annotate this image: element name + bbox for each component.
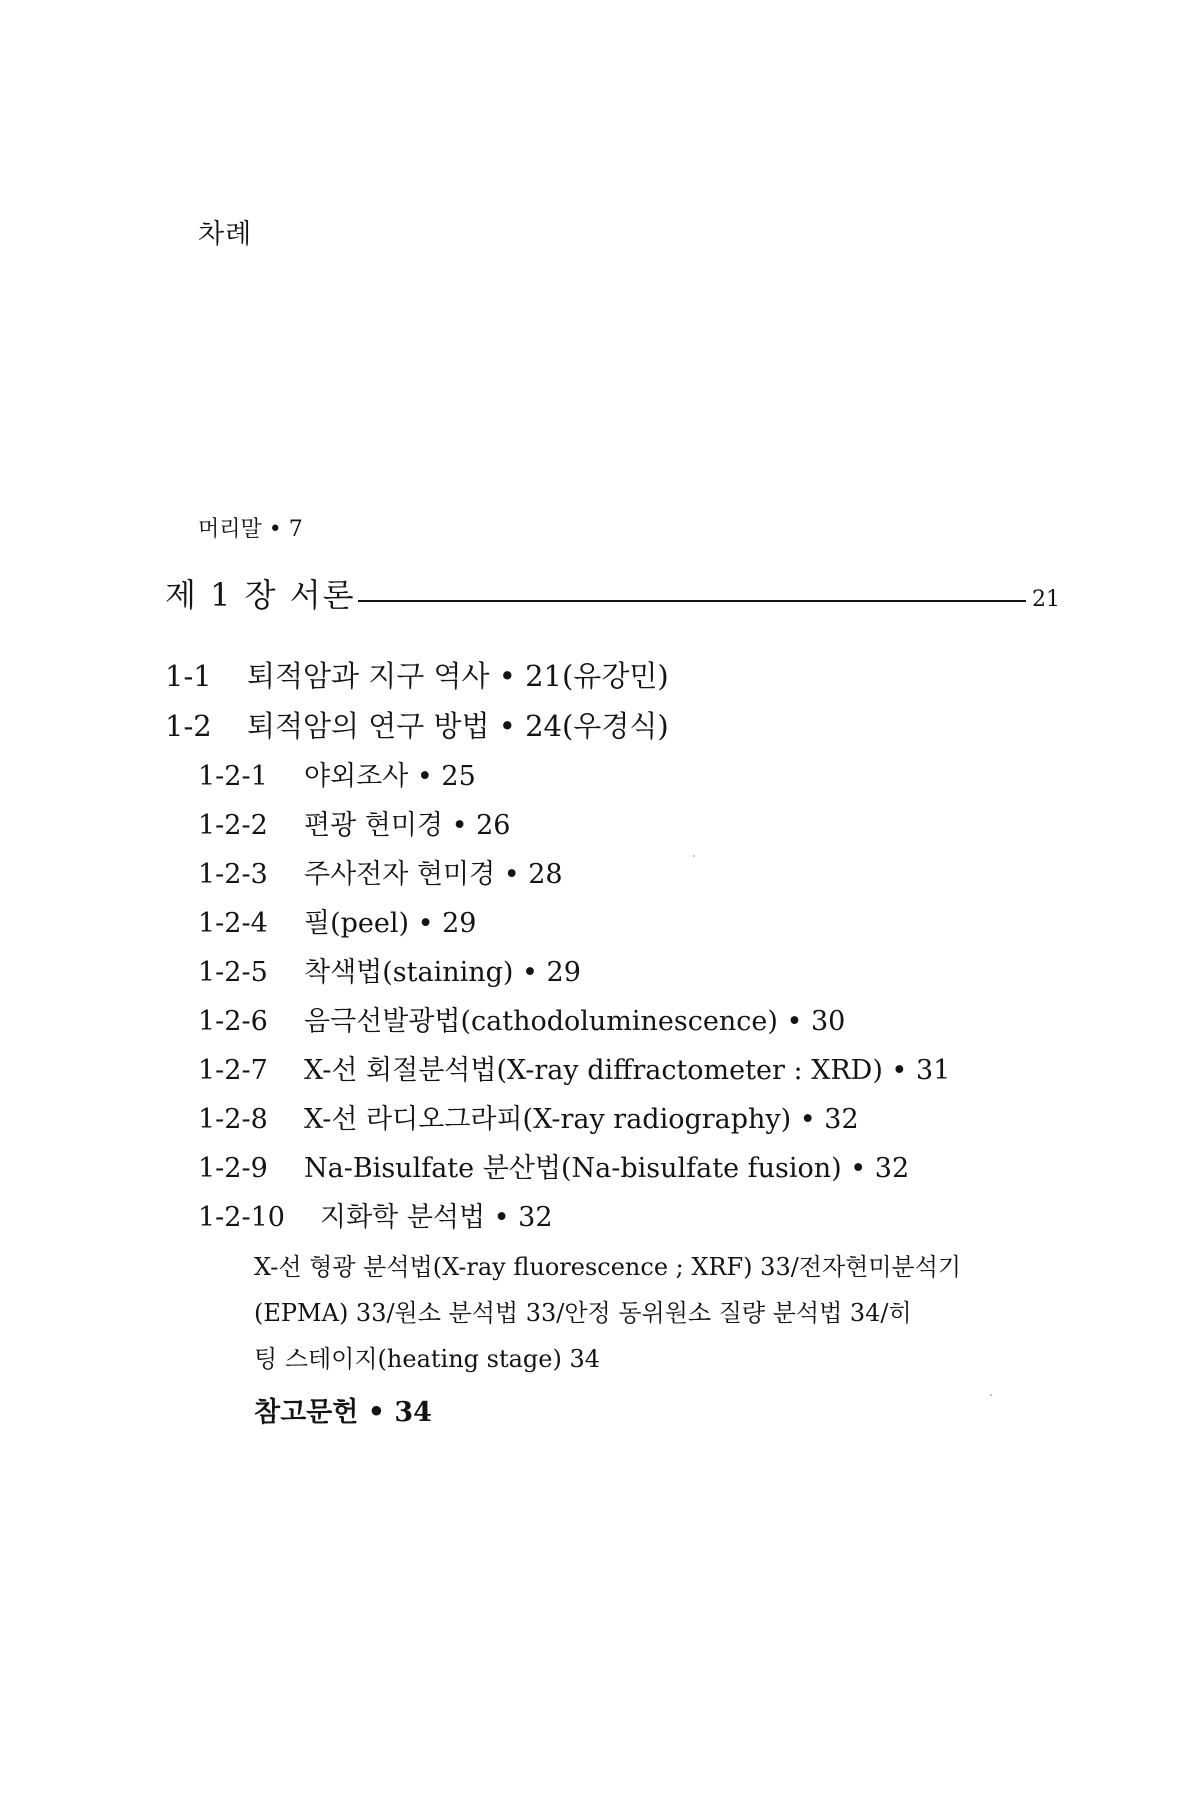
subsection-text: 편광 현미경 • 26 [304, 810, 511, 841]
subsection-text: Na-Bisulfate 분산법(Na-bisulfate fusion) • 32 [304, 1153, 910, 1184]
subsection-entry [198, 1146, 909, 1185]
section-number: 1-1 [165, 659, 212, 693]
scan-speck [693, 855, 695, 857]
section-text: 퇴적암의 연구 방법 • 24(우경식) [247, 709, 669, 743]
chapter-leader-line [358, 600, 1026, 602]
subsection-number: 1-2-5 [198, 957, 268, 988]
detail-line: (EPMA) 33/원소 분석법 33/안정 동위원소 질량 분석법 34/히 [254, 1299, 912, 1327]
subsection-number: 1-2-9 [198, 1153, 268, 1184]
subsection-entry [198, 754, 476, 793]
subsection-entry [198, 901, 476, 940]
subsection-entry [198, 950, 581, 989]
references-entry: 참고문헌 • 34 [254, 1397, 432, 1428]
subsection-number: 1-2-3 [198, 859, 268, 890]
subsection-entry [198, 1195, 553, 1234]
subsection-entry [198, 852, 563, 891]
preface-entry: 머리말 • 7 [198, 517, 303, 542]
section-entry [165, 704, 669, 745]
detail-line: 팅 스테이지(heating stage) 34 [254, 1345, 601, 1373]
subsection-number: 1-2-2 [198, 810, 268, 841]
running-head: 차례 [198, 219, 253, 250]
subsection-text: X-선 라디오그라피(X-ray radiography) • 32 [304, 1104, 859, 1135]
subsection-entry [198, 803, 510, 842]
chapter-heading [165, 576, 1060, 616]
scan-speck [990, 1394, 992, 1396]
section-text: 퇴적암과 지구 역사 • 21(유강민) [247, 659, 669, 693]
subsection-text: 필(peel) • 29 [304, 908, 477, 939]
subsection-text: 착색법(staining) • 29 [304, 957, 581, 988]
chapter-page-number: 21 [1032, 587, 1060, 612]
subsection-text: 음극선발광법(cathodoluminescence) • 30 [304, 1006, 846, 1037]
subsection-text: X-선 회절분석법(X-ray diffractometer : XRD) • 31 [304, 1055, 951, 1086]
subsection-entry [198, 1048, 950, 1087]
subsection-entry [198, 1097, 859, 1136]
subsection-entry [198, 999, 845, 1038]
subsection-text: 지화학 분석법 • 32 [320, 1202, 553, 1233]
chapter-title: 제 1 장 서론 [165, 576, 356, 614]
detail-line: X-선 형광 분석법(X-ray fluorescence ; XRF) 33/전자현미분석기 [254, 1253, 962, 1281]
subsection-number: 1-2-8 [198, 1104, 268, 1135]
section-number: 1-2 [165, 709, 212, 743]
subsection-text: 주사전자 현미경 • 28 [304, 859, 563, 890]
subsection-text: 야외조사 • 25 [304, 761, 476, 792]
subsection-number: 1-2-6 [198, 1006, 268, 1037]
subsection-number: 1-2-7 [198, 1055, 268, 1086]
subsection-number: 1-2-10 [198, 1202, 285, 1233]
subsection-number: 1-2-1 [198, 761, 268, 792]
subsection-number: 1-2-4 [198, 908, 268, 939]
section-entry [165, 654, 669, 695]
